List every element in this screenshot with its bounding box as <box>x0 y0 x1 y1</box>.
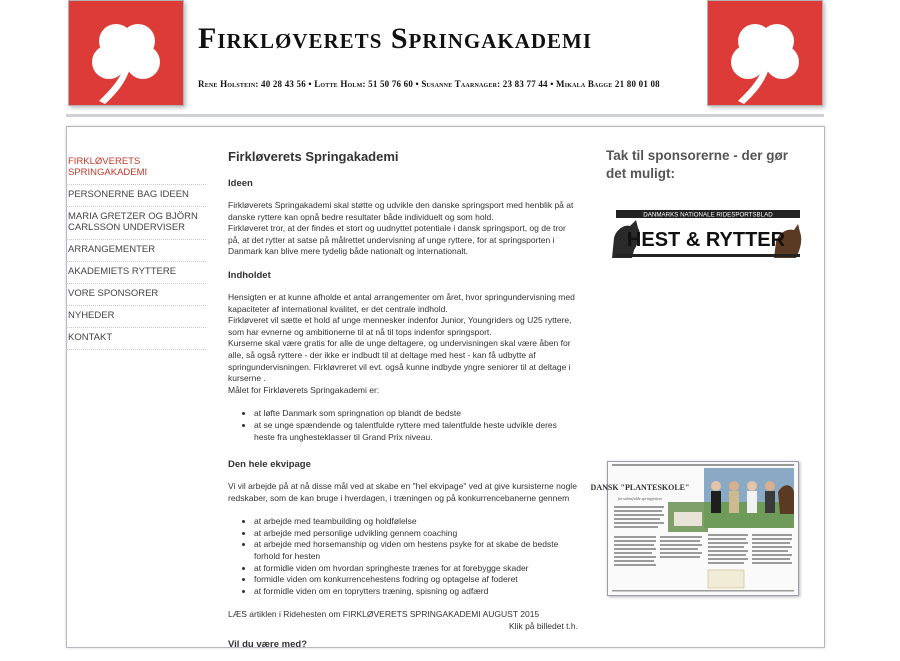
click-hint: Klik på billedet t.h. <box>509 621 578 632</box>
clover-icon <box>708 1 822 105</box>
nav-item-kontakt[interactable]: KONTAKT <box>66 328 206 350</box>
magazine-article-image[interactable] <box>590 461 799 596</box>
sponsor-banner[interactable] <box>608 208 804 260</box>
logo-left[interactable] <box>68 0 184 106</box>
equipage-heading: Den hele ekvipage <box>228 459 311 471</box>
list-item: • at løfte Danmark som springnation op blandt de bedste <box>254 408 578 420</box>
site-title: Firkløverets Springakademi <box>198 22 593 55</box>
content-heading: Indholdet <box>228 269 271 281</box>
list-item: • at formidle viden om hvordan springheste trænes for at forebygge skader <box>254 563 578 575</box>
nav-item-sponsorer[interactable]: VORE SPONSORER <box>66 284 206 306</box>
list-item: • at arbejde med horsemanship og viden om hestens psyke for at skabe de bedste forhold for hesten <box>254 539 578 562</box>
magazine-subline: for talentfulde springryttere <box>617 496 663 501</box>
ad-tagline: DANMARKS NATIONALE RIDESPORTSBLAD <box>643 211 773 219</box>
page-title: Firkløverets Springakademi <box>228 149 399 164</box>
logo-right[interactable] <box>707 0 823 106</box>
nav-item-personerne[interactable]: PERSONERNE BAG IDEEN <box>66 185 206 207</box>
goals-list <box>228 408 578 443</box>
nav-item-nyheder[interactable]: NYHEDER <box>66 306 206 328</box>
magazine-headline: DANSK "PLANTESKOLE" <box>590 483 690 492</box>
clover-icon <box>69 1 183 105</box>
idea-heading: Ideen <box>228 178 253 189</box>
sponsor-heading: Tak til sponsorerne - der gør det muligt: <box>606 148 789 181</box>
list-item: • at se unge spændende og talentfulde ryttere med talentfulde heste udvikle deres heste fra unghesteklasser til Grand Prix niveau. <box>254 420 578 443</box>
list-item: • at arbejde med teambuilding og holdfølelse <box>254 516 578 528</box>
nav-item-springakademi[interactable]: FIRKLØVERETS SPRINGAKADEMI <box>66 152 206 185</box>
nav-item-arrangementer[interactable]: ARRANGEMENTER <box>66 240 206 262</box>
content-text: Hensigten er at kunne afholde et antal arrangementer om året, hvor springundervisning med kapaciteter af international kvalitet, er det centrale indhold. Firkløveret vil sætte et hold af unge mennesker indenfor Junior, Youngriders og U25 ryttere, som har evnerne og ambitionerne til at nå til tops indenfor springsport. Kurserne skal være gratis for alle de unge deltagere, og undervisningen skal være åben for alle, så også ryttere - der ikke er indbudt til at deltage med hest - kan få udbytte af springundervisningen. Firkløvreret vil evt. også kunne indbyde yngre seniorer til at deltage i kurserne . Målet for Firkløverets Springakademi er: <box>228 291 575 395</box>
join-heading: Vil du være med? <box>228 638 308 650</box>
list-item: • at arbejde med personlige udvikling gennem coaching <box>254 528 578 540</box>
equipage-list <box>228 516 578 597</box>
contact-line: Rene Holstein: 40 28 43 56 • Lotte Holm: 51 50 76 60 • Susanne Taarnager: 23 83 77 44 • Mikala Bagge 21 80 01 08 <box>198 79 660 89</box>
ad-name: HEST & RYTTER <box>626 229 786 251</box>
idea-text: Firkløverets Springakademi skal støtte og udvikle den danske springsport med henblik på at danske ryttere kan opnå bedre resultater både individuelt og som hold. Firkløveret tror, at der findes et stort og uudnyttet potentiale i dansk springsport, og de tror på, at det rytter at satse på målrettet undervisning af unge ryttere, for at springsporten i Danmark kan blive mere tydelig både nationalt og internationalt. <box>228 200 574 257</box>
main-content <box>228 148 578 661</box>
nav-item-underviser[interactable]: MARIA GRETZER OG BJÖRN CARLSSON UNDERVISER <box>66 207 206 240</box>
sidebar-nav <box>66 152 206 350</box>
nav-item-ryttere[interactable]: AKADEMIETS RYTTERE <box>66 262 206 284</box>
article-link[interactable]: LÆS artiklen i Ridehesten om FIRKLØVERETS SPRINGAKADEMI AUGUST 2015 <box>228 609 540 620</box>
list-item: • formidle viden om konkurrencehestens fodring og optagelse af foderet <box>254 574 578 586</box>
list-item: • at formidle viden om en toprytters træning, spisning og adfærd <box>254 586 578 598</box>
equipage-text: Vi vil arbejde på at nå disse mål ved at skabe en "hel ekvipage" ved at give kursisterne nogle redskaber, som de kan bruge i hverdagen, i træningen og på konkurrencebanerne gennem <box>228 481 577 503</box>
header-divider <box>66 114 824 117</box>
